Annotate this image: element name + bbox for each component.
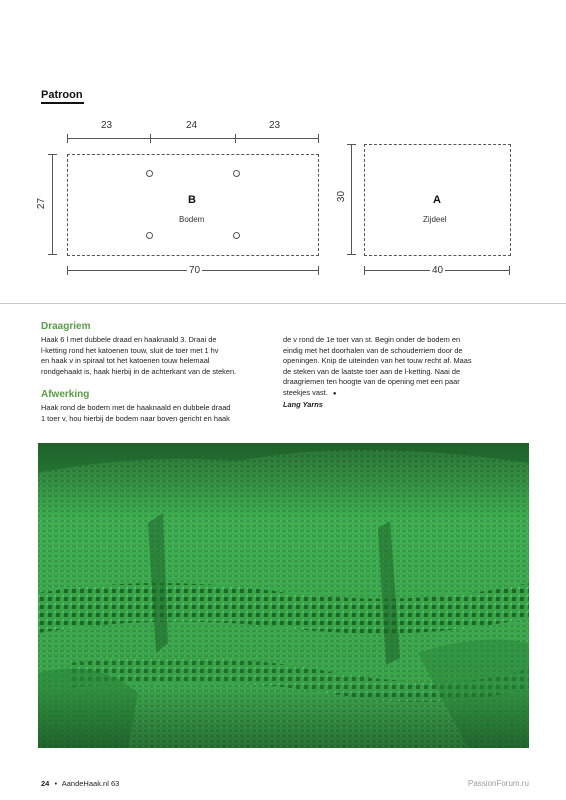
section-divider — [0, 303, 566, 304]
designer-credit: Lang Yarns — [283, 399, 323, 409]
text-line: 1 toer v, hou hierbij de bodem naar boven gericht en haak — [41, 413, 230, 423]
page-number: 24 — [41, 779, 50, 788]
dim-label-top-a: 23 — [101, 120, 113, 131]
piece-b-name: Bodem — [179, 215, 205, 224]
green-crochet-bag-photo — [38, 443, 529, 748]
watermark: PassionForum.ru — [468, 779, 529, 788]
dim-label-top-b: 24 — [186, 120, 198, 131]
magazine-name: AandeHaak.nl 63 — [61, 779, 120, 788]
top-dimension-line — [67, 138, 318, 139]
text-line-last — [283, 388, 528, 400]
afwerking-heading: Afwerking — [41, 389, 90, 400]
dim-tick — [150, 134, 151, 143]
draagriem-heading: Draagriem — [41, 321, 91, 332]
dim-tick — [67, 134, 68, 143]
text-line: Haak rond de bodem met de haaknaald en dubbele draad — [41, 403, 231, 412]
dim-tick — [364, 266, 365, 275]
dim-label-height-b: 27 — [36, 197, 48, 210]
right-column-text — [283, 335, 528, 410]
afwerking-text — [41, 403, 271, 424]
dim-label-width-a: 40 — [432, 265, 444, 276]
dim-label-height-a: 30 — [336, 190, 348, 203]
photo-illustration — [38, 443, 529, 748]
dim-tick — [235, 134, 236, 143]
page-footer — [41, 779, 119, 788]
text-line: en haak v in spiraal tot het katoenen touw helemaal — [41, 356, 210, 366]
footer-bullet: • — [54, 779, 58, 788]
piece-a-letter: A — [433, 194, 441, 206]
dim-tick — [347, 254, 356, 255]
dim-tick — [347, 144, 356, 145]
hole-marker — [146, 232, 153, 239]
hole-marker — [233, 232, 240, 239]
pattern-title: Patroon — [41, 89, 83, 101]
end-mark-icon: ● — [332, 390, 337, 397]
dim-tick — [509, 266, 510, 275]
text-line: eindig met het doorhalen van de schouderriem door de — [283, 345, 463, 355]
text-line: l-ketting rond het katoenen touw, sluit de toer met 1 hv — [41, 345, 219, 355]
right-dimension-line — [351, 144, 352, 255]
draagriem-text — [41, 335, 271, 377]
piece-a-name: Zijdeel — [423, 215, 447, 224]
hole-marker — [233, 170, 240, 177]
dim-label-width-b: 70 — [189, 265, 201, 276]
text-line: rondgehaakt is, haak hierbij in de achterkant van de steken. — [41, 366, 237, 376]
text-line: de v rond de 1e toer van st. Begin onder de bodem en — [283, 335, 461, 344]
dim-tick — [318, 266, 319, 275]
left-dimension-line — [52, 154, 53, 255]
dim-tick — [67, 266, 68, 275]
text-line: Haak 6 l met dubbele draad en haaknaald 3. Draai de — [41, 335, 217, 344]
text-line: steekjes vast. — [283, 387, 328, 397]
text-line: openingen. Knip de uiteinden van het touw recht af. Maas — [283, 356, 472, 366]
dim-tick — [48, 154, 57, 155]
dim-label-top-c: 23 — [269, 120, 281, 131]
title-underline — [41, 102, 84, 104]
hole-marker — [146, 170, 153, 177]
text-line: de steken van de laatste toer aan de l-ketting. Naai de — [283, 366, 461, 376]
piece-b-letter: B — [188, 194, 196, 206]
text-line: draagriemen ten hoogte van de opening met een paar — [283, 377, 460, 387]
dim-tick — [48, 254, 57, 255]
dim-tick — [318, 134, 319, 143]
